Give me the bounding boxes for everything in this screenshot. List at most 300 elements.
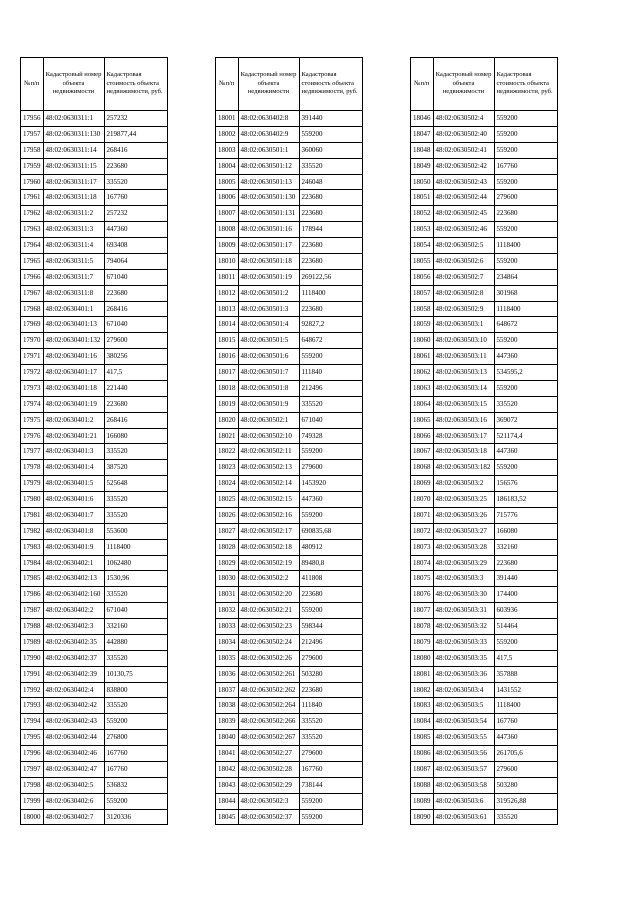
cadastral-number: 48:02:0630502:6 xyxy=(433,253,494,269)
cadastral-value: 268416 xyxy=(104,142,167,158)
table-row xyxy=(411,190,558,206)
row-number: 17999 xyxy=(21,793,44,809)
cadastral-number: 48:02:0630402:47 xyxy=(43,761,104,777)
row-number: 17978 xyxy=(21,460,44,476)
cadastral-number: 48:02:0630311:130 xyxy=(43,126,104,142)
cadastral-value: 1453920 xyxy=(299,476,362,492)
row-number: 18026 xyxy=(216,507,239,523)
cadastral-value: 257232 xyxy=(104,111,167,127)
cadastral-value: 503280 xyxy=(494,777,557,793)
cadastral-number: 48:02:0630401:4 xyxy=(43,460,104,476)
table-row xyxy=(216,174,363,190)
row-number: 17987 xyxy=(21,603,44,619)
row-number: 18009 xyxy=(216,238,239,254)
cadastral-value: 521174,4 xyxy=(494,428,557,444)
table-row xyxy=(21,333,168,349)
cadastral-value: 212496 xyxy=(299,634,362,650)
row-number: 17974 xyxy=(21,396,44,412)
cadastral-value: 319526,88 xyxy=(494,793,557,809)
row-number: 18023 xyxy=(216,460,239,476)
table-row xyxy=(216,428,363,444)
cadastral-number: 48:02:0630502:23 xyxy=(238,619,299,635)
cadastral-number: 48:02:0630401:18 xyxy=(43,380,104,396)
cadastral-number: 48:02:0630401:5 xyxy=(43,476,104,492)
table-row xyxy=(411,539,558,555)
table-row xyxy=(21,587,168,603)
table-row xyxy=(21,539,168,555)
table-row xyxy=(411,412,558,428)
table-row xyxy=(21,761,168,777)
table-row xyxy=(21,634,168,650)
cadastral-number: 48:02:0630311:17 xyxy=(43,174,104,190)
cadastral-value: 738144 xyxy=(299,777,362,793)
cadastral-number: 48:02:0630311:15 xyxy=(43,158,104,174)
cadastral-number: 48:02:0630501:9 xyxy=(238,396,299,412)
cadastral-number: 48:02:0630502:14 xyxy=(238,476,299,492)
cadastral-number: 48:02:0630402:4 xyxy=(43,682,104,698)
table-row xyxy=(411,206,558,222)
table-row xyxy=(216,746,363,762)
cadastral-number: 48:02:0630503:30 xyxy=(433,587,494,603)
table-row xyxy=(21,365,168,381)
cadastral-number: 48:02:0630503:13 xyxy=(433,365,494,381)
row-number: 18062 xyxy=(411,365,434,381)
table-row xyxy=(216,253,363,269)
row-number: 18017 xyxy=(216,365,239,381)
row-number: 18080 xyxy=(411,650,434,666)
row-number: 18030 xyxy=(216,571,239,587)
cadastral-value: 559200 xyxy=(299,349,362,365)
cadastral-value: 335520 xyxy=(494,809,557,825)
cadastral-value: 380256 xyxy=(104,349,167,365)
table-row xyxy=(21,714,168,730)
cadastral-number: 48:02:0630502:8 xyxy=(433,285,494,301)
table-row xyxy=(216,698,363,714)
cadastral-number: 48:02:0630502:10 xyxy=(238,428,299,444)
table-row xyxy=(21,126,168,142)
cadastral-value: 335520 xyxy=(104,698,167,714)
header-cadastral-value: Кадастровая стоимость объекта недвижимости, руб. xyxy=(299,58,362,111)
row-number: 18063 xyxy=(411,380,434,396)
row-number: 18085 xyxy=(411,730,434,746)
cadastral-number: 48:02:0630501:5 xyxy=(238,333,299,349)
cadastral-number: 48:02:0630503:3 xyxy=(433,571,494,587)
table-row xyxy=(216,777,363,793)
cadastral-value: 559200 xyxy=(299,444,362,460)
cadastral-value: 92827,2 xyxy=(299,317,362,333)
cadastral-number: 48:02:0630401:6 xyxy=(43,492,104,508)
row-number: 18007 xyxy=(216,206,239,222)
row-number: 18005 xyxy=(216,174,239,190)
row-number: 18022 xyxy=(216,444,239,460)
cadastral-number: 48:02:0630402:46 xyxy=(43,746,104,762)
row-number: 17976 xyxy=(21,428,44,444)
table-row xyxy=(21,571,168,587)
table-row xyxy=(216,666,363,682)
cadastral-value: 559200 xyxy=(299,793,362,809)
table-row xyxy=(21,666,168,682)
row-number: 17956 xyxy=(21,111,44,127)
row-number: 18050 xyxy=(411,174,434,190)
cadastral-number: 48:02:0630401:8 xyxy=(43,523,104,539)
table-row xyxy=(411,587,558,603)
row-number: 18029 xyxy=(216,555,239,571)
table-row xyxy=(21,269,168,285)
row-number: 18058 xyxy=(411,301,434,317)
table-row xyxy=(411,507,558,523)
table-row xyxy=(21,523,168,539)
cadastral-number: 48:02:0630503:14 xyxy=(433,380,494,396)
row-number: 17963 xyxy=(21,222,44,238)
cadastral-value: 167760 xyxy=(494,158,557,174)
table-row xyxy=(216,190,363,206)
row-number: 17996 xyxy=(21,746,44,762)
table-row xyxy=(411,126,558,142)
cadastral-number: 48:02:0630501:13 xyxy=(238,174,299,190)
cadastral-value: 559200 xyxy=(494,380,557,396)
cadastral-number: 48:02:0630503:61 xyxy=(433,809,494,825)
row-number: 17985 xyxy=(21,571,44,587)
cadastral-number: 48:02:0630502:9 xyxy=(433,301,494,317)
row-number: 18027 xyxy=(216,523,239,539)
row-number: 18090 xyxy=(411,809,434,825)
cadastral-number: 48:02:0630401:13 xyxy=(43,317,104,333)
table-header-row xyxy=(411,58,558,111)
cadastral-number: 48:02:0630502:17 xyxy=(238,523,299,539)
cadastral-number: 48:02:0630502:7 xyxy=(433,269,494,285)
table-row xyxy=(411,238,558,254)
row-number: 18075 xyxy=(411,571,434,587)
header-number: №п/п xyxy=(411,58,434,111)
table-row xyxy=(411,777,558,793)
table-row xyxy=(21,206,168,222)
row-number: 18004 xyxy=(216,158,239,174)
row-number: 17992 xyxy=(21,682,44,698)
row-number: 17993 xyxy=(21,698,44,714)
row-number: 18071 xyxy=(411,507,434,523)
cadastral-number: 48:02:0630501:6 xyxy=(238,349,299,365)
cadastral-table-3 xyxy=(410,57,558,825)
row-number: 17994 xyxy=(21,714,44,730)
row-number: 17960 xyxy=(21,174,44,190)
row-number: 17977 xyxy=(21,444,44,460)
table-row xyxy=(411,158,558,174)
cadastral-value: 335520 xyxy=(299,158,362,174)
cadastral-number: 48:02:0630502:264 xyxy=(238,698,299,714)
cadastral-number: 48:02:0630401:17 xyxy=(43,365,104,381)
cadastral-value: 335520 xyxy=(104,650,167,666)
table-row xyxy=(21,412,168,428)
row-number: 18015 xyxy=(216,333,239,349)
cadastral-number: 48:02:0630501:17 xyxy=(238,238,299,254)
table-row xyxy=(216,619,363,635)
cadastral-value: 559200 xyxy=(104,793,167,809)
cadastral-value: 279600 xyxy=(299,746,362,762)
cadastral-value: 335520 xyxy=(494,396,557,412)
table-row xyxy=(216,460,363,476)
table-row xyxy=(411,730,558,746)
cadastral-value: 332160 xyxy=(494,539,557,555)
row-number: 18011 xyxy=(216,269,239,285)
cadastral-value: 261705,6 xyxy=(494,746,557,762)
cadastral-value: 111840 xyxy=(299,698,362,714)
cadastral-value: 268416 xyxy=(104,412,167,428)
table-row xyxy=(411,492,558,508)
cadastral-value: 268416 xyxy=(104,301,167,317)
cadastral-number: 48:02:0630311:5 xyxy=(43,253,104,269)
row-number: 17982 xyxy=(21,523,44,539)
table-row xyxy=(21,476,168,492)
cadastral-value: 559200 xyxy=(299,507,362,523)
row-number: 18028 xyxy=(216,539,239,555)
table-row xyxy=(216,396,363,412)
table-row xyxy=(21,142,168,158)
cadastral-value: 1118400 xyxy=(494,698,557,714)
cadastral-number: 48:02:0630311:3 xyxy=(43,222,104,238)
row-number: 18013 xyxy=(216,301,239,317)
row-number: 18049 xyxy=(411,158,434,174)
table-row xyxy=(216,380,363,396)
row-number: 18012 xyxy=(216,285,239,301)
row-number: 17984 xyxy=(21,555,44,571)
table-row xyxy=(216,333,363,349)
cadastral-value: 559200 xyxy=(494,460,557,476)
row-number: 17983 xyxy=(21,539,44,555)
table-row xyxy=(216,523,363,539)
row-number: 18070 xyxy=(411,492,434,508)
row-number: 17969 xyxy=(21,317,44,333)
header-cadastral-number: Кадастровый номер объекта недвижимости xyxy=(43,58,104,111)
row-number: 18031 xyxy=(216,587,239,603)
cadastral-value: 447360 xyxy=(494,730,557,746)
table-row xyxy=(411,317,558,333)
cadastral-value: 514464 xyxy=(494,619,557,635)
header-cadastral-number: Кадастровый номер объекта недвижимости xyxy=(433,58,494,111)
row-number: 17997 xyxy=(21,761,44,777)
row-number: 17961 xyxy=(21,190,44,206)
cadastral-number: 48:02:0630502:19 xyxy=(238,555,299,571)
cadastral-number: 48:02:0630503:33 xyxy=(433,634,494,650)
table-row xyxy=(216,650,363,666)
table-row xyxy=(411,396,558,412)
row-number: 17973 xyxy=(21,380,44,396)
cadastral-value: 257232 xyxy=(104,206,167,222)
cadastral-value: 559200 xyxy=(494,126,557,142)
row-number: 17968 xyxy=(21,301,44,317)
table-row xyxy=(411,333,558,349)
table-row xyxy=(21,460,168,476)
row-number: 18044 xyxy=(216,793,239,809)
table-row xyxy=(21,349,168,365)
table-row xyxy=(216,793,363,809)
cadastral-value: 480912 xyxy=(299,539,362,555)
cadastral-number: 48:02:0630501:18 xyxy=(238,253,299,269)
table-row xyxy=(216,476,363,492)
cadastral-number: 48:02:0630502:29 xyxy=(238,777,299,793)
cadastral-value: 559200 xyxy=(299,603,362,619)
cadastral-number: 48:02:0630503:35 xyxy=(433,650,494,666)
cadastral-number: 48:02:0630502:24 xyxy=(238,634,299,650)
cadastral-number: 48:02:0630402:1 xyxy=(43,555,104,571)
cadastral-value: 223680 xyxy=(299,587,362,603)
cadastral-value: 525648 xyxy=(104,476,167,492)
cadastral-number: 48:02:0630501:12 xyxy=(238,158,299,174)
cadastral-number: 48:02:0630503:5 xyxy=(433,698,494,714)
cadastral-value: 332160 xyxy=(104,619,167,635)
cadastral-value: 301968 xyxy=(494,285,557,301)
cadastral-table-2 xyxy=(215,57,363,825)
cadastral-value: 411808 xyxy=(299,571,362,587)
row-number: 17990 xyxy=(21,650,44,666)
table-row xyxy=(21,396,168,412)
cadastral-value: 223680 xyxy=(299,206,362,222)
cadastral-number: 48:02:0630503:18 xyxy=(433,444,494,460)
table-row xyxy=(21,444,168,460)
cadastral-number: 48:02:0630502:46 xyxy=(433,222,494,238)
table-row xyxy=(21,619,168,635)
table-row xyxy=(411,571,558,587)
row-number: 18010 xyxy=(216,253,239,269)
cadastral-number: 48:02:0630503:4 xyxy=(433,682,494,698)
cadastral-number: 48:02:0630503:16 xyxy=(433,412,494,428)
cadastral-value: 335520 xyxy=(299,730,362,746)
cadastral-value: 357888 xyxy=(494,666,557,682)
cadastral-number: 48:02:0630502:21 xyxy=(238,603,299,619)
cadastral-value: 223680 xyxy=(299,301,362,317)
table-row xyxy=(21,682,168,698)
row-number: 18089 xyxy=(411,793,434,809)
table-row xyxy=(411,460,558,476)
cadastral-number: 48:02:0630502:37 xyxy=(238,809,299,825)
cadastral-number: 48:02:0630502:1 xyxy=(238,412,299,428)
cadastral-value: 111840 xyxy=(299,365,362,381)
table-row xyxy=(411,714,558,730)
row-number: 17958 xyxy=(21,142,44,158)
cadastral-value: 223680 xyxy=(104,158,167,174)
cadastral-value: 1431552 xyxy=(494,682,557,698)
table-row xyxy=(411,698,558,714)
row-number: 18034 xyxy=(216,634,239,650)
row-number: 18054 xyxy=(411,238,434,254)
cadastral-number: 48:02:0630401:3 xyxy=(43,444,104,460)
cadastral-number: 48:02:0630501:3 xyxy=(238,301,299,317)
table-row xyxy=(216,492,363,508)
cadastral-value: 219877,44 xyxy=(104,126,167,142)
row-number: 17979 xyxy=(21,476,44,492)
cadastral-value: 279600 xyxy=(104,333,167,349)
row-number: 18006 xyxy=(216,190,239,206)
row-number: 18072 xyxy=(411,523,434,539)
cadastral-value: 335520 xyxy=(104,492,167,508)
header-cadastral-value: Кадастровая стоимость объекта недвижимости, руб. xyxy=(494,58,557,111)
cadastral-value: 598344 xyxy=(299,619,362,635)
row-number: 18082 xyxy=(411,682,434,698)
cadastral-number: 48:02:0630502:3 xyxy=(238,793,299,809)
row-number: 17957 xyxy=(21,126,44,142)
cadastral-number: 48:02:0630311:1 xyxy=(43,111,104,127)
table-row xyxy=(21,174,168,190)
row-number: 18000 xyxy=(21,809,44,825)
row-number: 17995 xyxy=(21,730,44,746)
table-row xyxy=(216,539,363,555)
cadastral-value: 167760 xyxy=(104,746,167,762)
table-row xyxy=(411,793,558,809)
cadastral-value: 391440 xyxy=(494,571,557,587)
cadastral-value: 648672 xyxy=(299,333,362,349)
table-row xyxy=(411,269,558,285)
cadastral-number: 48:02:0630503:1 xyxy=(433,317,494,333)
cadastral-number: 48:02:0630503:32 xyxy=(433,619,494,635)
table-row xyxy=(411,555,558,571)
table-row xyxy=(216,412,363,428)
row-number: 17965 xyxy=(21,253,44,269)
cadastral-value: 794064 xyxy=(104,253,167,269)
cadastral-number: 48:02:0630401:16 xyxy=(43,349,104,365)
table-row xyxy=(21,793,168,809)
table-row xyxy=(21,285,168,301)
row-number: 17971 xyxy=(21,349,44,365)
cadastral-number: 48:02:0630502:16 xyxy=(238,507,299,523)
row-number: 18045 xyxy=(216,809,239,825)
cadastral-value: 223680 xyxy=(104,396,167,412)
cadastral-number: 48:02:0630502:261 xyxy=(238,666,299,682)
cadastral-number: 48:02:0630503:57 xyxy=(433,761,494,777)
row-number: 17972 xyxy=(21,365,44,381)
table-row xyxy=(411,174,558,190)
cadastral-number: 48:02:0630502:43 xyxy=(433,174,494,190)
cadastral-number: 48:02:0630311:2 xyxy=(43,206,104,222)
table-row xyxy=(411,476,558,492)
cadastral-value: 503280 xyxy=(299,666,362,682)
cadastral-number: 48:02:0630402:7 xyxy=(43,809,104,825)
table-header-row xyxy=(216,58,363,111)
cadastral-value: 276800 xyxy=(104,730,167,746)
row-number: 17988 xyxy=(21,619,44,635)
cadastral-number: 48:02:0630401:21 xyxy=(43,428,104,444)
cadastral-value: 269122,56 xyxy=(299,269,362,285)
cadastral-number: 48:02:0630502:266 xyxy=(238,714,299,730)
cadastral-value: 534595,2 xyxy=(494,365,557,381)
cadastral-value: 749328 xyxy=(299,428,362,444)
row-number: 18002 xyxy=(216,126,239,142)
table-row xyxy=(21,555,168,571)
cadastral-table-1 xyxy=(20,57,168,825)
table-row xyxy=(216,158,363,174)
cadastral-number: 48:02:0630501:2 xyxy=(238,285,299,301)
table-row xyxy=(216,285,363,301)
row-number: 18038 xyxy=(216,698,239,714)
cadastral-value: 335520 xyxy=(104,507,167,523)
table-row xyxy=(411,285,558,301)
cadastral-number: 48:02:0630502:28 xyxy=(238,761,299,777)
cadastral-value: 648672 xyxy=(494,317,557,333)
cadastral-value: 279600 xyxy=(494,190,557,206)
cadastral-value: 221440 xyxy=(104,380,167,396)
row-number: 18014 xyxy=(216,317,239,333)
cadastral-value: 559200 xyxy=(494,634,557,650)
table-row xyxy=(411,650,558,666)
table-row xyxy=(411,301,558,317)
cadastral-value: 417,5 xyxy=(494,650,557,666)
row-number: 18086 xyxy=(411,746,434,762)
table-row xyxy=(216,111,363,127)
cadastral-number: 48:02:0630503:15 xyxy=(433,396,494,412)
row-number: 18048 xyxy=(411,142,434,158)
cadastral-number: 48:02:0630503:56 xyxy=(433,746,494,762)
table-row xyxy=(411,603,558,619)
cadastral-number: 48:02:0630503:17 xyxy=(433,428,494,444)
cadastral-number: 48:02:0630502:4 xyxy=(433,111,494,127)
